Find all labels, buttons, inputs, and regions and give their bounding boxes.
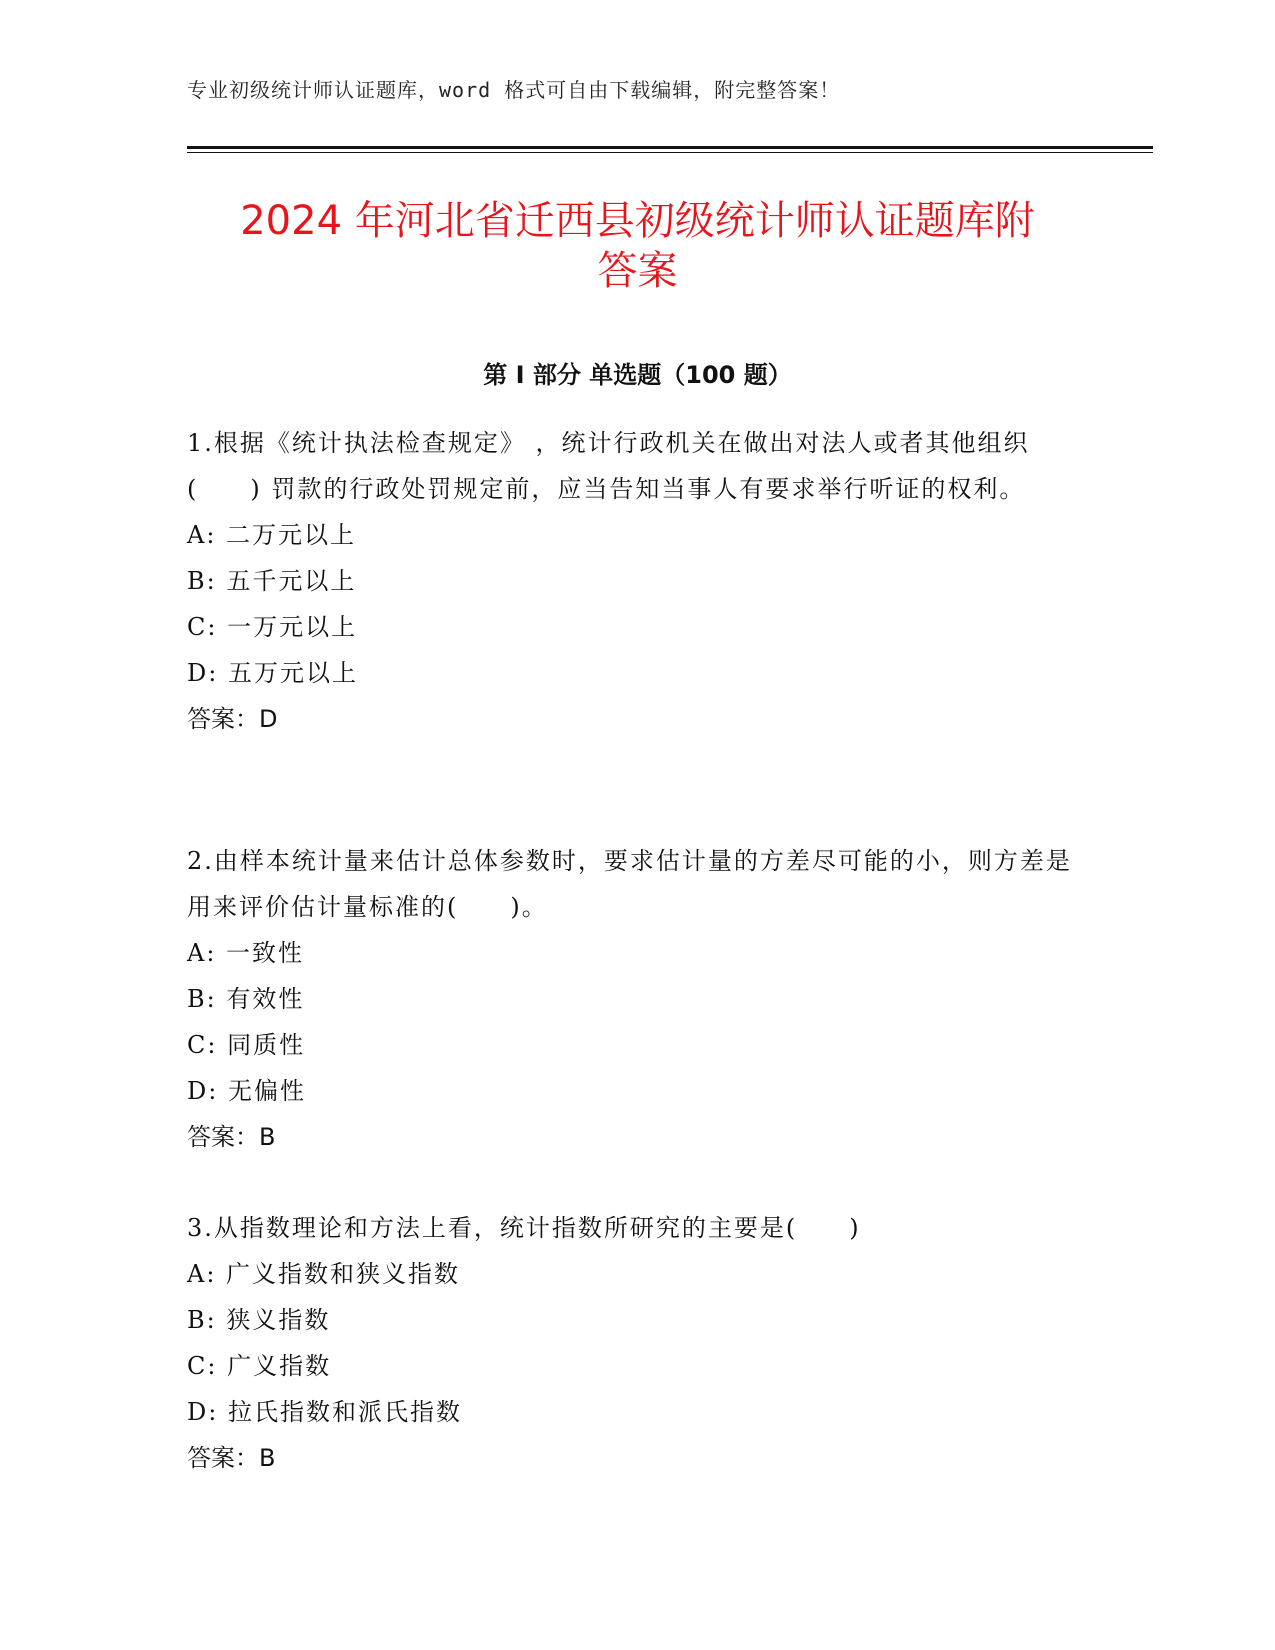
option-b: B: 五千元以上 xyxy=(187,567,357,595)
answer: 答案：D xyxy=(187,705,278,733)
option-a: A: 广义指数和狭义指数 xyxy=(187,1260,461,1288)
section-title: 第 I 部分 单选题（100 题） xyxy=(483,361,792,389)
option-d: D: 拉氏指数和派氏指数 xyxy=(187,1398,462,1426)
option-c: C: 广义指数 xyxy=(187,1352,332,1380)
answer: 答案：B xyxy=(187,1123,276,1151)
question-1 xyxy=(187,420,1087,742)
answer: 答案：B xyxy=(187,1444,276,1472)
document-title xyxy=(150,196,1125,296)
question-stem: 2.由样本统计量来估计总体参数时，要求估计量的方差尽可能的小，则方差是用来评价估计量标准的( )。 xyxy=(187,847,1072,921)
question-2 xyxy=(187,838,1087,1160)
document-title-line-1: 2024 年河北省迁西县初级统计师认证题库附 xyxy=(240,198,1035,244)
option-b: B: 有效性 xyxy=(187,985,305,1013)
option-a: A: 二万元以上 xyxy=(187,521,357,549)
option-d: D: 无偏性 xyxy=(187,1077,306,1105)
header-rule-thick xyxy=(187,146,1153,149)
option-d: D: 五万元以上 xyxy=(187,659,358,687)
option-b: B: 狭义指数 xyxy=(187,1306,331,1334)
option-a: A: 一致性 xyxy=(187,939,305,967)
header-rule-thin xyxy=(187,152,1153,153)
page-header-note: 专业初级统计师认证题库，word 格式可自由下载编辑，附完整答案！ xyxy=(187,78,841,102)
option-c: C: 同质性 xyxy=(187,1031,306,1059)
question-stem: 1.根据《统计执法检查规定》 ，统计行政机关在做出对法人或者其他组织( ) 罚款的行政处罚规定前，应当告知当事人有要求举行听证的权利。 xyxy=(187,429,1030,503)
question-stem: 3.从指数理论和方法上看，统计指数所研究的主要是( ) xyxy=(187,1214,861,1242)
option-c: C: 一万元以上 xyxy=(187,613,358,641)
document-title-line-2: 答案 xyxy=(597,248,678,294)
question-3 xyxy=(187,1205,1087,1481)
